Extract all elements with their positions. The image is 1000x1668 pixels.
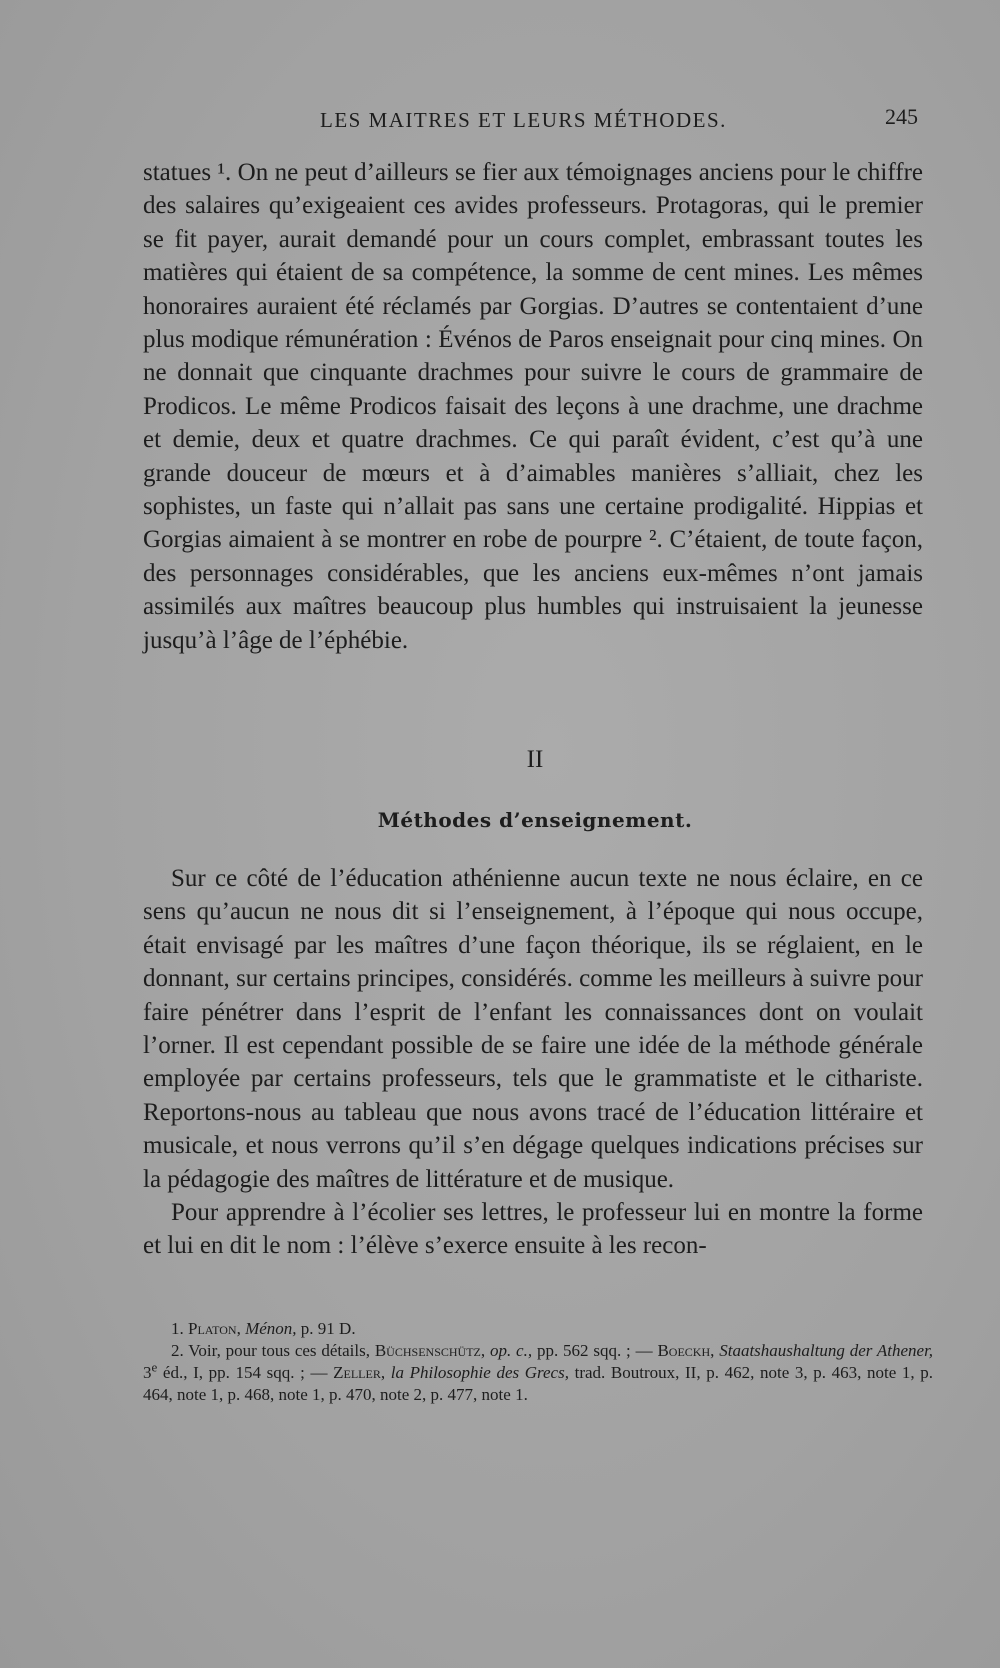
footnote-2-author-1: Büchsenschütz, xyxy=(374,1341,486,1360)
footnote-2-text-1: Voir, pour tous ces détails, xyxy=(188,1341,370,1360)
paragraph-3: Pour apprendre à l’écolier ses lettres, le professeur lui en montre la forme et lui en dit le nom : l’élève s’exerce ensuite à les recon- xyxy=(143,1199,923,1260)
paragraph-1: statues ¹. On ne peut d’ailleurs se fier aux témoignages anciens pour le chiffre des salaires qu’exigeaient ces avides professeurs. Protagoras, qui le premier se fit payer, aurait demandé pour un cours complet, embrassant toutes les matières qui étaient de sa compétence, la somme de cent mines. Les mêmes honoraires auraient été réclamés par Gorgias. D’autres se contentaient d’une plus modique rémunération : Événos de Paros enseignait pour cinq mines. On ne donnait que cinquante drachmes pour suivre le cours de grammaire de Prodicos. Le même Prodicos faisait des leçons à une drachme, une drachme et demie, deux et quatre drachmes. Ce qui paraît évident, c’est qu’à une grande douceur de mœurs et à d’aimables manières s’alliait, chez les sophistes, un faste qui n’allait pas sans une certaine prodigalité. Hippias et Gorgias aimaient à se montrer en robe de pourpre ². C’étaient, de toute façon, des personnages considérables, que les anciens eux-mêmes n’ont jamais assimilés aux maîtres beaucoup plus humbles qui instruisaient la jeunesse jusqu’à l’âge de l’éphébie. xyxy=(143,159,923,654)
paragraph-2: Sur ce côté de l’éducation athénienne aucun texte ne nous éclaire, en ce sens qu’aucun ne nous dit si l’enseignement, à l’époque qui nous occupe, était envisagé par les maîtres d’une façon théorique, ils se réglaient, en le donnant, sur certains principes, considérés. comme les meilleurs à suivre pour faire pénétrer dans l’esprit de l’enfant les connaissances dont on voulait l’orner. Il est cependant possible de se faire une idée de la méthode générale employée par certains professeurs, tels que le grammatiste et le cithariste. Reportons-nous au tableau que nous avons tracé de l’éducation littéraire et musicale, et nous verrons qu’il s’en dégage quelques indications précises sur la pédagogie des maîtres de littérature et de musique. xyxy=(143,865,923,1193)
page-number: 245 xyxy=(885,104,918,129)
text-block-bottom xyxy=(143,862,923,1263)
footnote-1 xyxy=(143,1318,933,1340)
footnote-2 xyxy=(143,1340,933,1406)
footnote-2-work-3: la Philosophie des Grecs, xyxy=(390,1363,569,1382)
footnote-1-work: Ménon, xyxy=(245,1319,297,1338)
footnote-2-work-2: Staatshaushaltung der Athener, xyxy=(719,1341,934,1360)
footnote-2-text-3: éd., I, pp. 154 sqq. ; — xyxy=(162,1363,328,1382)
footnotes xyxy=(143,1318,933,1406)
footnote-2-text-2: pp. 562 sqq. ; — xyxy=(536,1341,653,1360)
footnote-2-edition: 3 xyxy=(143,1363,152,1382)
footnote-2-author-2: Boeckh, xyxy=(657,1341,715,1360)
footnote-2-edition-sup: e xyxy=(151,1359,158,1375)
footnote-2-text-4: trad. Boutroux, II, p. 462, note 3, p. 463, note 1, p. 464, note 1, p. 468, note 1, p. 470, note 2, p. 477, note 1. xyxy=(143,1363,934,1404)
section-number: II xyxy=(526,746,544,773)
footnote-1-author: Platon, xyxy=(188,1319,241,1338)
section-title: Méthodes d’enseignement. xyxy=(377,808,693,832)
text-block-top xyxy=(143,156,923,657)
footnote-2-author-3: Zeller, xyxy=(333,1363,386,1382)
footnote-1-ref: p. 91 D. xyxy=(300,1319,356,1338)
footnote-1-number: 1. xyxy=(171,1319,184,1338)
running-head: LES MAITRES ET LEURS MÉTHODES. xyxy=(320,108,727,132)
footnote-2-work-1: op. c., xyxy=(489,1341,533,1360)
footnote-2-number: 2. xyxy=(171,1341,184,1360)
